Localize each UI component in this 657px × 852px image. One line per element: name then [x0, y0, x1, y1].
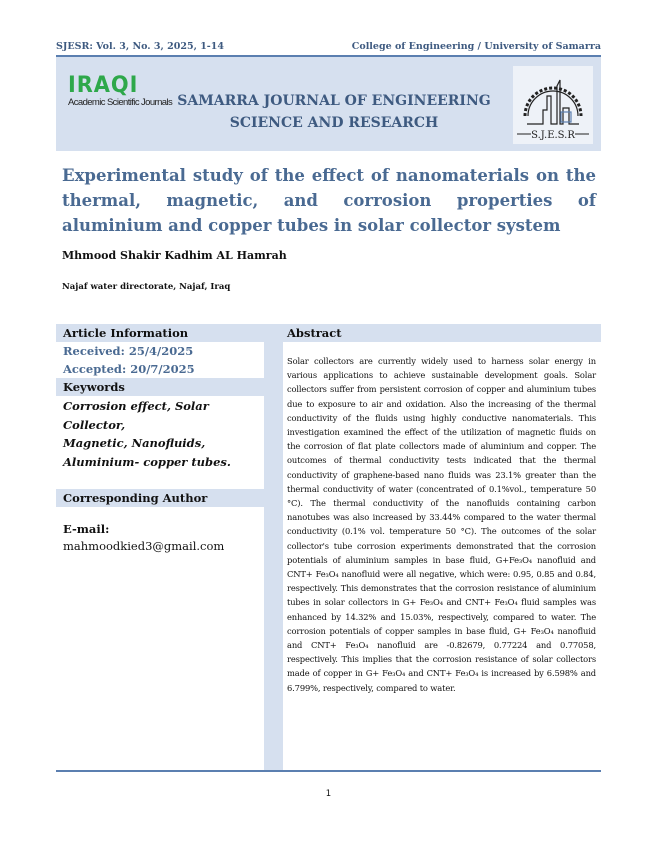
journal-title-line1: SAMARRA JOURNAL OF ENGINEERING — [177, 93, 491, 109]
sjesr-logo — [513, 66, 593, 144]
footer-rule — [56, 770, 601, 772]
email-link[interactable]: mahmoodkied3@gmail.com — [63, 539, 225, 553]
column-gutter — [264, 324, 283, 770]
iraqi-logo-subtitle: Academic Scientific Journals — [68, 97, 173, 108]
author-affiliation: Najaf water directorate, Najaf, Iraq — [62, 282, 231, 292]
keywords-line: Magnetic, Nanofluids, — [63, 436, 206, 450]
gear-building-icon — [513, 66, 593, 144]
journal-banner — [56, 57, 601, 151]
received-date: Received: 25/4/2025 — [63, 344, 194, 358]
article-info-column — [56, 324, 264, 770]
abstract-text: Solar collectors are currently widely used to harness solar energy in various applications to achieve sustainable development goals. Solar collectors suffer from persistent corrosion of copper and aluminium tubes due to exposure to air and oxidation. Also the increasing of the thermal conductivity of the fluids using highly conductive nanomaterials. This investigation examined the effect of the utilization of magnetic fluids on the corrosion of flat plate collectors made of aluminium and copper. The outcomes of thermal conductivity tests indicated that the thermal conductivity of graphene-based nano fluids was 23.1% greater than the thermal conductivity of water (concentrated of 0.1%vol., temperature 50 °C). The thermal conductivity of the nanofluids containing carbon nanotubes was also increased by 33.44% compared to the water thermal conductivity (0.1% vol. temperature 50 °C). The outcomes of the solar collector's tube corrosion experiments demonstrated that the corrosion potentials of aluminium samples in base fluid, G+Fe₃O₄ nanofluid and CNT+ Fe₃O₄ nanofluid were all negative, which were: 0.95, 0.85 and 0.84, respectively. This demonstrates that the corrosion resistance of aluminium tubes in solar collectors in G+ Fe₃O₄ and CNT+ Fe₃O₄ fluid samples was enhanced by 14.32% and 15.03%, respectively, compared to water. The corrosion potentials of copper samples in base fluid, G+ Fe₃O₄ nanofluid and CNT+ Fe₃O₄ nanofluid are -0.82679, 0.77224 and 0.77058, respectively. This implies that the corrosion resistance of solar collectors made of copper in G+ Fe₃O₄ and CNT+ Fe₃O₄ is increased by 6.598% and 6.799%, respectively, compared to water. — [287, 356, 596, 693]
author-name: Mhmood Shakir Kadhim AL Hamrah — [62, 249, 287, 262]
sjesr-logo-text: S.J.E.S.R — [531, 130, 575, 141]
keywords-line: Corrosion effect, Solar Collector, — [63, 399, 209, 432]
keywords-list — [56, 396, 264, 471]
journal-title-line2: SCIENCE AND RESEARCH — [229, 115, 439, 131]
email-label: E-mail: — [63, 522, 110, 536]
keywords-line: Aluminium- copper tubes. — [63, 454, 231, 469]
journal-citation: SJESR: Vol. 3, No. 3, 2025, 1-14 — [56, 41, 224, 52]
corresponding-author-heading: Corresponding Author — [56, 489, 264, 507]
accepted-date: Accepted: 20/7/2025 — [63, 362, 195, 376]
running-header — [56, 41, 601, 55]
iraqi-logo-wordmark: IRAQI — [68, 73, 139, 98]
journal-title — [174, 90, 494, 134]
keywords-heading: Keywords — [56, 378, 264, 396]
institution: College of Engineering / University of Samarra — [351, 41, 601, 52]
page-number: 1 — [325, 789, 332, 799]
article-info-heading: Article Information — [56, 324, 264, 342]
article-title: Experimental study of the effect of nanomaterials on the thermal, magnetic, and corrosion properties of aluminium and copper tubes in solar collector system — [62, 166, 596, 235]
abstract-heading-bar — [264, 324, 601, 342]
abstract-heading: Abstract — [287, 326, 342, 340]
iraqi-journals-logo — [68, 75, 172, 109]
